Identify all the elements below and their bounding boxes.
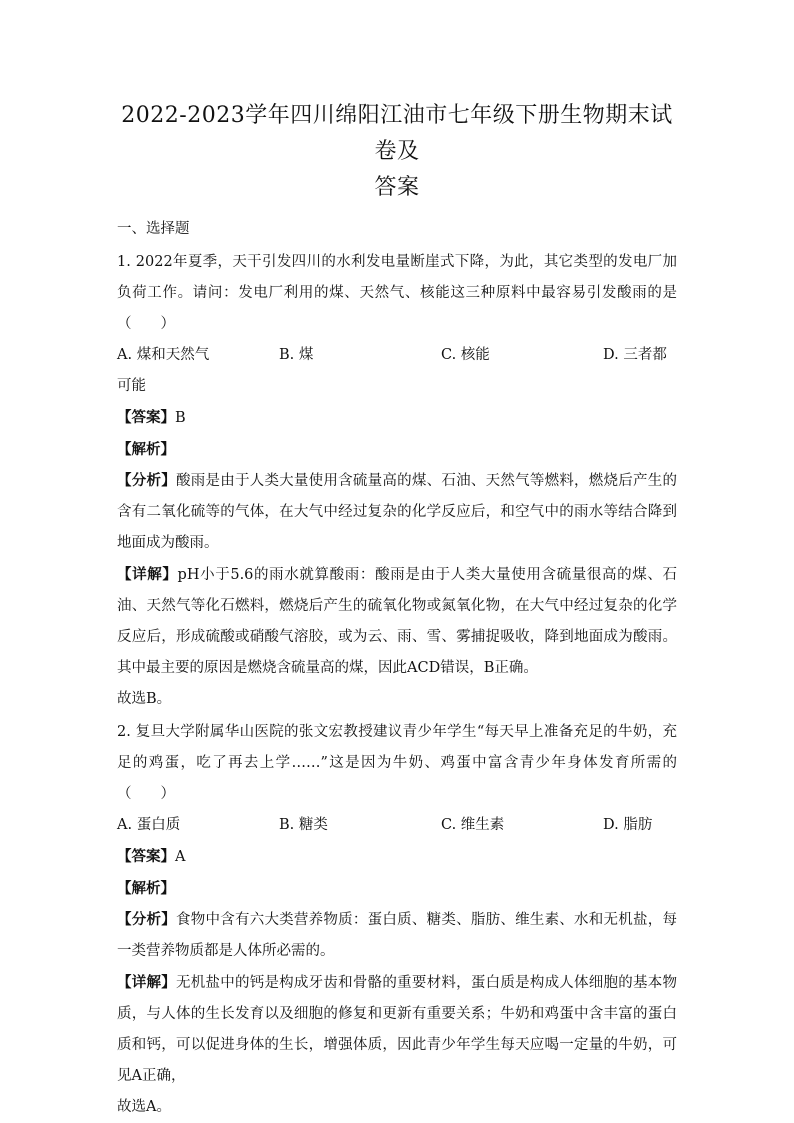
title-line-2: 答案	[374, 175, 420, 200]
document-page	[117, 98, 677, 1123]
xiangjie-text: pH小于5.6的雨水就算酸雨：酸雨是由于人类大量使用含硫量很高的煤、石油、天然气等化石燃料，燃烧后产生的硫氧化物或氮氧化物，在大气中经过复杂的化学反应后，形成硫酸或硝酸气溶胶，或为云、雨、雪、雾捕捉吸收，降到地面成为酸雨。其中最主要的原因是燃烧含硫量高的煤，因此ACD错误，B正确。	[117, 567, 678, 676]
analysis-xiangjie	[117, 967, 677, 1092]
option-c: C. 核能	[441, 347, 490, 363]
answer-line	[117, 841, 677, 873]
conclusion: 故选A。	[117, 1099, 171, 1115]
document-title	[117, 98, 677, 206]
question-1-stem: 1. 2022年夏季，天干引发四川的水利发电量断崖式下降，为此，其它类型的发电厂加负荷工作。请问：发电厂利用的煤、天然气、核能这三种原料中最容易引发酸雨的是（ ）	[117, 254, 677, 332]
title-line-1: 2022-2023学年四川绵阳江油市七年级下册生物期末试卷及	[121, 103, 673, 164]
answer-label: 【答案】	[117, 409, 175, 426]
answer-label: 【答案】	[117, 848, 175, 865]
conclusion: 故选B。	[117, 691, 172, 707]
option-b: B. 煤	[279, 347, 314, 363]
option-a: A. 煤和天然气	[117, 347, 210, 363]
question-1	[117, 247, 677, 715]
xiangjie-label: 【详解】	[117, 974, 176, 991]
fenxi-text: 食物中含有六大类营养物质：蛋白质、糖类、脂肪、维生素、水和无机盐，每一类营养物质都是人体所必需的。	[117, 912, 678, 959]
fenxi-label: 【分析】	[117, 911, 176, 928]
answer-line	[117, 402, 677, 434]
answer-value: A	[175, 849, 186, 865]
option-d-wrap: 可能	[117, 378, 146, 394]
section-heading: 一、选择题	[117, 221, 190, 237]
question-2	[117, 717, 677, 1123]
analysis-label: 【解析】	[117, 441, 175, 458]
analysis-xiangjie	[117, 559, 677, 684]
option-b: B. 糖类	[279, 817, 328, 833]
answer-value: B	[175, 410, 186, 426]
question-2-stem: 2. 复旦大学附属华山医院的张文宏教授建议青少年学生“每天早上准备充足的牛奶，充足的鸡蛋，吃了再去上学……”这是因为牛奶、鸡蛋中富含青少年身体发育所需的（ ）	[117, 724, 677, 802]
question-1-options	[117, 340, 677, 371]
option-c: C. 维生素	[441, 817, 505, 833]
fenxi-text: 酸雨是由于人类大量使用含硫量高的煤、石油、天然气等燃料，燃烧后产生的含有二氧化硫等的气体，在大气中经过复杂的化学反应后，和空气中的雨水等结合降到地面成为酸雨。	[117, 473, 678, 551]
analysis-label: 【解析】	[117, 880, 175, 897]
xiangjie-label: 【详解】	[117, 566, 178, 583]
analysis-fenxi	[117, 465, 677, 559]
analysis-fenxi	[117, 904, 677, 967]
option-d: D. 三者都	[603, 347, 667, 363]
xiangjie-text: 无机盐中的钙是构成牙齿和骨骼的重要材料，蛋白质是构成人体细胞的基本物质，与人体的生长发育以及细胞的修复和更新有重要关系；牛奶和鸡蛋中含丰富的蛋白质和钙，可以促进身体的生长，增强体质，因此青少年学生每天应喝一定量的牛奶，可见A正确，	[117, 975, 678, 1084]
question-2-options	[117, 810, 677, 841]
option-a: A. 蛋白质	[117, 817, 181, 833]
fenxi-label: 【分析】	[117, 472, 176, 489]
option-d: D. 脂肪	[603, 817, 653, 833]
